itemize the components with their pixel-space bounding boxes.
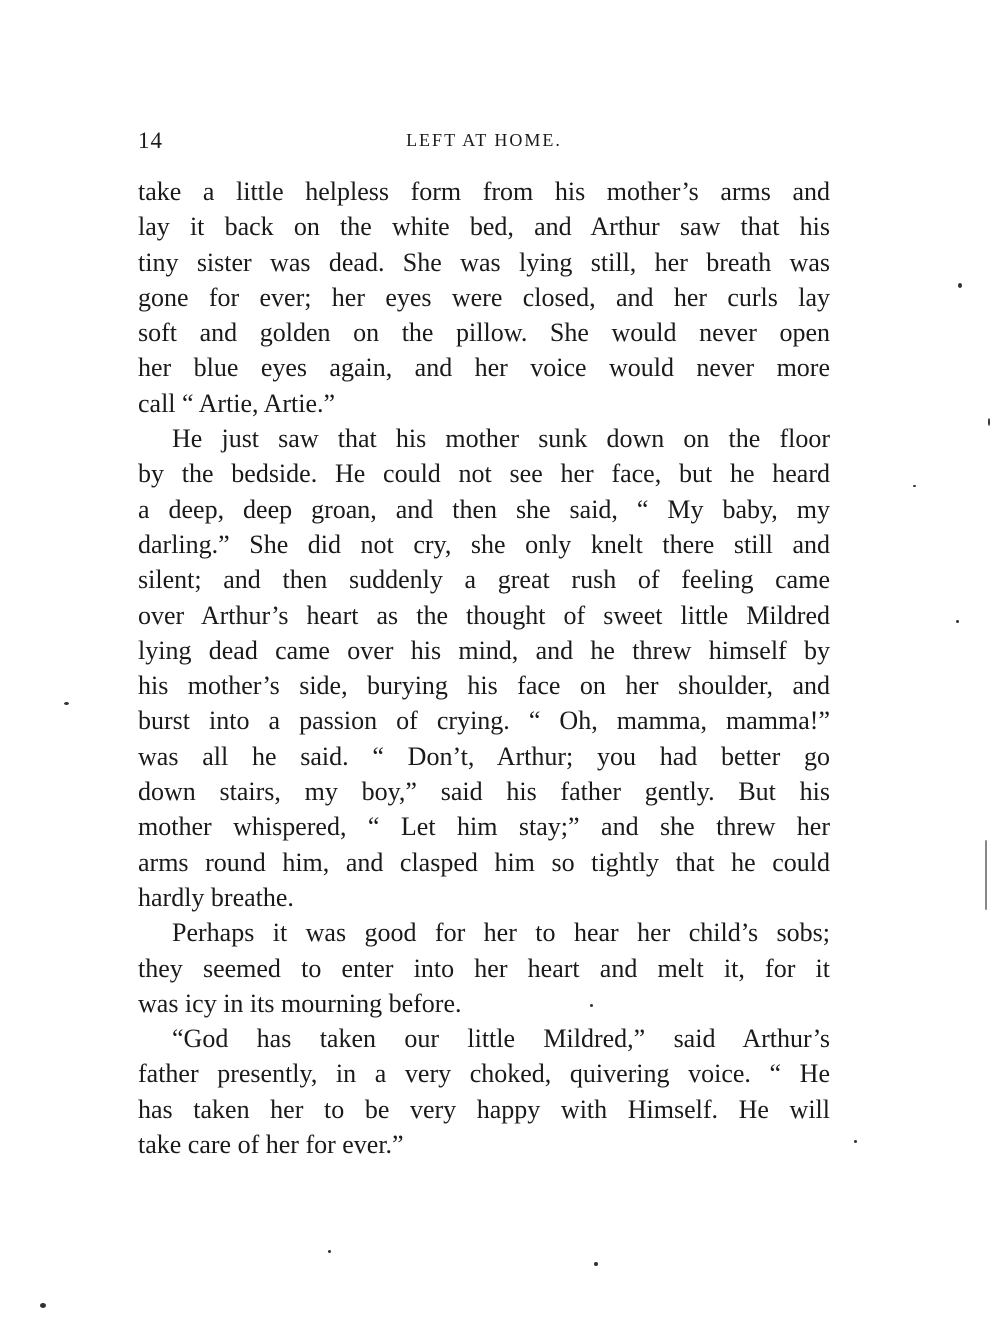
- text-line: they seemed to enter into her heart and melt it, for it: [138, 953, 830, 983]
- text-line: hardly breathe.: [138, 882, 294, 912]
- text-line: silent; and then suddenly a great rush of feeling came: [138, 565, 830, 595]
- paragraph: [138, 1021, 830, 1162]
- paragraph: [138, 421, 830, 915]
- running-title: LEFT AT HOME.: [406, 130, 562, 150]
- text-line: darling.” She did not cry, she only knelt there still and: [138, 529, 830, 559]
- paragraph: [138, 915, 830, 1021]
- scan-speck: [40, 1303, 46, 1308]
- scan-speck: [64, 702, 69, 705]
- text-line: by the bedside. He could not see her face, but he heard: [138, 459, 830, 489]
- paragraph: [138, 174, 830, 421]
- text-line: down stairs, my boy,” said his father gently. But his: [138, 777, 830, 807]
- scan-speck: [956, 620, 959, 623]
- text-line: take care of her for ever.”: [138, 1130, 404, 1160]
- text-line: arms round him, and clasped him so tightly that he could: [138, 847, 830, 877]
- text-line: her blue eyes again, and her voice would never more: [138, 353, 830, 383]
- text-line: lying dead came over his mind, and he threw himself by: [138, 635, 830, 665]
- text-line: over Arthur’s heart as the thought of sweet little Mildred: [138, 600, 830, 630]
- text-line: gone for ever; her eyes were closed, and her curls lay: [138, 282, 830, 312]
- page-number: 14: [138, 128, 163, 153]
- text-line: “God has taken our little Mildred,” said Arthur’s: [172, 1024, 830, 1054]
- body-text: [138, 174, 830, 1162]
- scan-speck: [590, 1004, 593, 1007]
- scan-speck: [958, 283, 962, 288]
- text-line: soft and golden on the pillow. She would never open: [138, 318, 830, 348]
- scan-speck: [328, 1250, 331, 1253]
- text-line: burst into a passion of crying. “ Oh, mamma, mamma!”: [138, 706, 830, 736]
- text-line: was icy in its mourning before.: [138, 988, 462, 1018]
- text-line: father presently, in a very choked, quivering voice. “ He: [138, 1059, 830, 1089]
- text-line: a deep, deep groan, and then she said, “ My baby, my: [138, 494, 830, 524]
- text-line: tiny sister was dead. She was lying still, her breath was: [138, 247, 830, 277]
- text-line: was all he said. “ Don’t, Arthur; you had better go: [138, 741, 830, 771]
- text-line: call “ Artie, Artie.”: [138, 388, 336, 418]
- scan-speck: [594, 1262, 598, 1266]
- scan-speck: [985, 840, 987, 910]
- scan-speck: [988, 418, 990, 426]
- scan-speck: [913, 485, 916, 487]
- text-line: lay it back on the white bed, and Arthur saw that his: [138, 212, 830, 242]
- text-line: Perhaps it was good for her to hear her child’s sobs;: [172, 918, 830, 948]
- text-line: his mother’s side, burying his face on her shoulder, and: [138, 671, 830, 701]
- text-line: He just saw that his mother sunk down on the floor: [172, 424, 830, 454]
- scan-speck: [854, 1140, 857, 1143]
- text-line: has taken her to be very happy with Himself. He will: [138, 1094, 830, 1124]
- text-line: mother whispered, “ Let him stay;” and she threw her: [138, 812, 830, 842]
- text-line: take a little helpless form from his mother’s arms and: [138, 177, 830, 206]
- running-header: [138, 128, 830, 158]
